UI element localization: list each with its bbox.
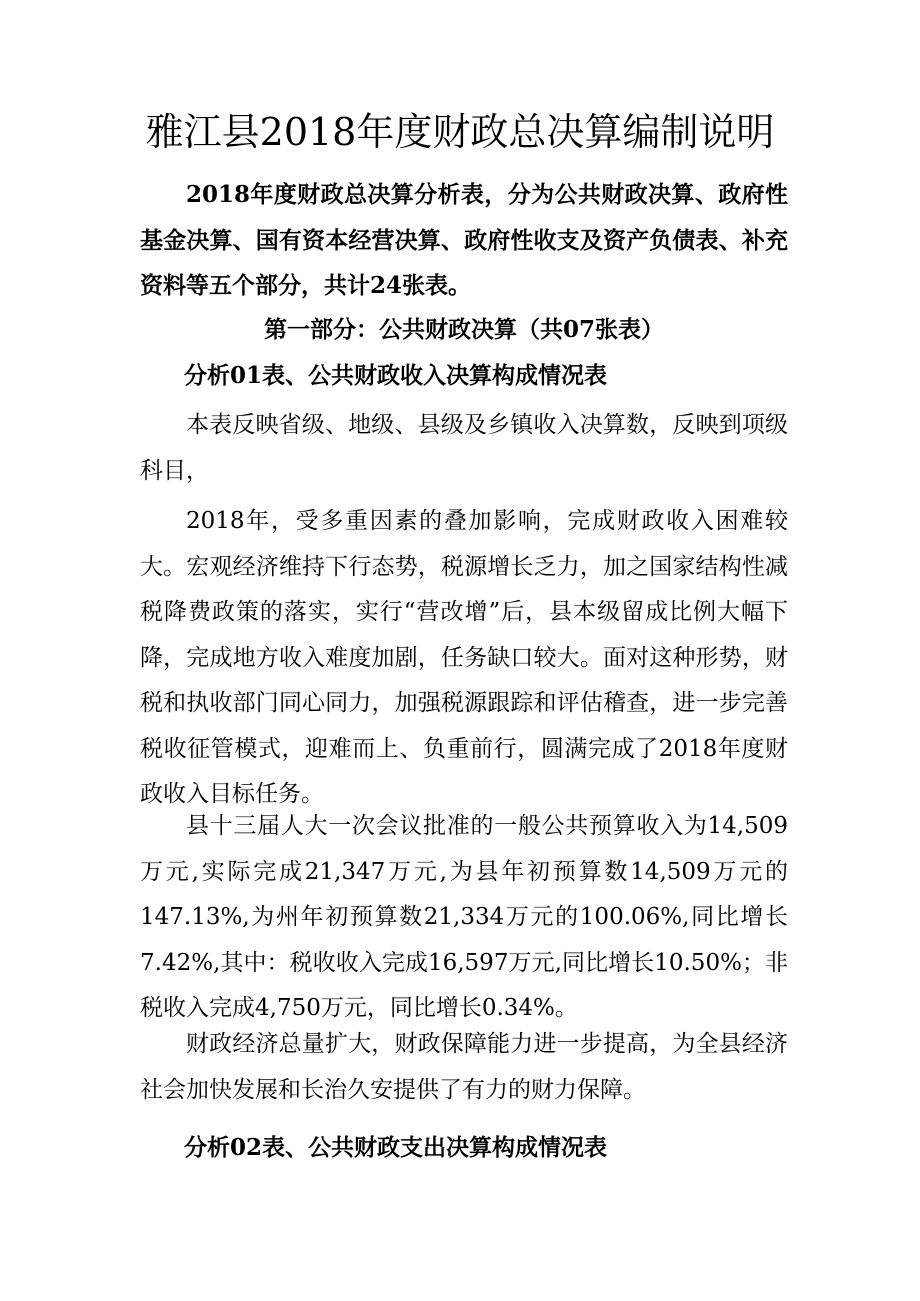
document-title: 雅江县2018年度财政总决算编制说明 [145,110,775,154]
summary-paragraph: 财政经济总量扩大，财政保障能力进一步提高，为全县经济社会加快发展和长治久安提供了有力的财力保障。 [140,1031,788,1103]
part1-heading: 第一部分：公共财政决算（共07张表） [263,316,664,343]
intro-paragraph: 2018年度财政总决算分析表，分为公共财政决算、政府性基金决算、国有资本经营决算、政府性收支及资产负债表、补充资料等五个部分，共计24张表。 [140,181,788,299]
table02-heading: 分析02表、公共财政支出决算构成情况表 [184,1134,608,1161]
table01-heading: 分析01表、公共财政收入决算构成情况表 [184,362,608,389]
context-paragraph: 2018年，受多重因素的叠加影响，完成财政收入困难较大。宏观经济维持下行态势，税源增长乏力，加之国家结构性减税降费政策的落实，实行“营改增”后，县本级留成比例大幅下降，完成地方收入难度加剧，任务缺口较大。面对这种形势，财税和执收部门同心同力，加强税源跟踪和评估稽查，进一步完善税收征管模式，迎难而上、负重前行，圆满完成了2018年度财政收入目标任务。 [140,508,788,807]
scope-paragraph: 本表反映省级、地级、县级及乡镇收入决算数，反映到项级科目， [140,412,788,484]
figures-paragraph: 县十三届人大一次会议批准的一般公共预算收入为14,509万元,实际完成21,347万元,为县年初预算数14,509万元的147.13%,为州年初预算数21,334万元的100.06%,同比增长7.42%,其中：税收收入完成16,597万元,同比增长10.50%；非税收入完成4,750万元，同比增长0.34%。 [140,813,788,1021]
